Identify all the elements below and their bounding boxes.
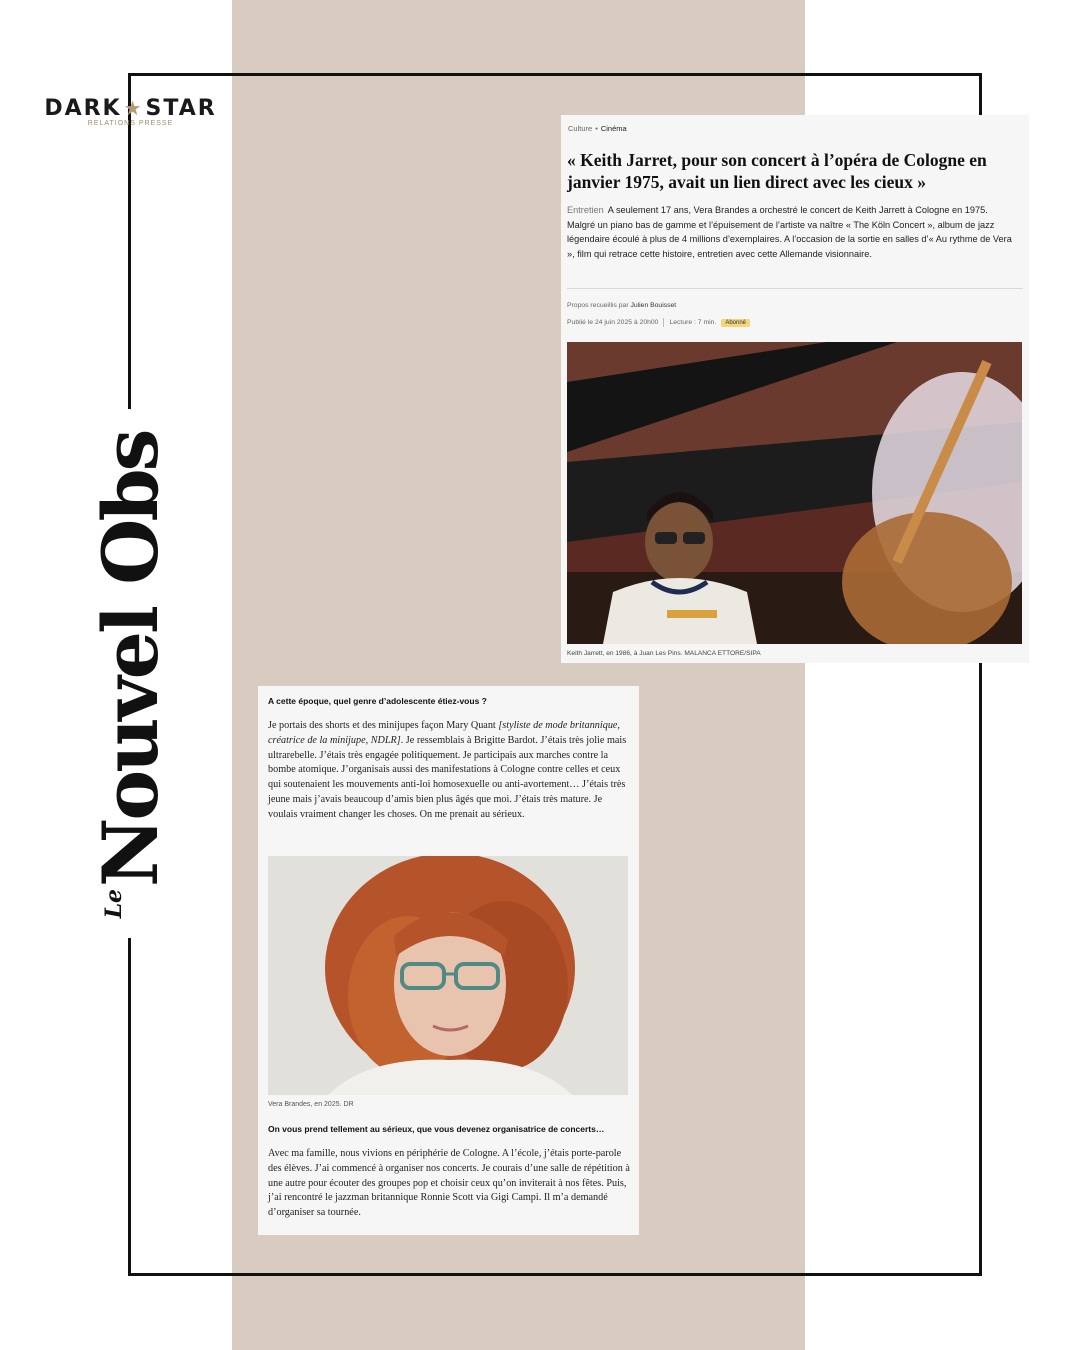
darkstar-logo [33,95,228,127]
publish-date: Publié le 24 juin 2025 à 20h00 [567,319,659,326]
byline [567,302,676,309]
masthead-name: Nouvel Obs [86,431,175,887]
photo2-caption [268,1101,354,1108]
logo-subtitle: RELATIONS PRESSE [87,120,174,127]
frame-right-line-lower [979,662,982,1276]
breadcrumb-separator: • [595,124,598,133]
interview-clipping [258,686,639,1235]
masthead-le: Le [101,888,127,919]
photo2-credit: DR [343,1101,354,1108]
breadcrumb-item-cinema[interactable]: Cinéma [600,124,627,133]
interview-question-2: On vous prend tellement au sérieux, que vous devenez organisatrice de concerts… [268,1124,605,1134]
logo-word-left: DARK [44,96,122,121]
vera-brandes-photo [268,856,628,1095]
keith-jarrett-photo [567,342,1022,644]
reading-time: Lecture : 7 min. [669,319,717,326]
author-link[interactable]: Julien Bouisset [630,302,677,309]
answer1-text-a: Je portais des shorts et des minijupes façon Mary Quant [268,720,499,731]
meta-separator [663,318,664,327]
interview-question-1: A cette époque, quel genre d’adolescente étiez-vous ? [268,696,487,706]
article-header-clipping [561,115,1029,663]
frame-top-line [128,73,982,76]
breadcrumb-item-culture[interactable]: Culture [568,124,593,133]
keith-jarrett-photo-illustration [567,342,1022,644]
standfirst-tag: Entretien [567,205,604,215]
subscriber-badge: Abonné [721,319,750,327]
interview-answer-1 [268,719,630,823]
photo2-caption-text: Vera Brandes, en 2025. [268,1101,342,1108]
article-headline: « Keith Jarret, pour son concert à l’opéra de Cologne en janvier 1975, avait un lien direct avec les cieux » [567,150,987,192]
article-meta [567,318,750,327]
article-standfirst [567,203,1015,261]
byline-prefix: Propos recueillis par [567,302,629,309]
answer1-text-b: . Je ressemblais à Brigitte Bardot. J’étais très jolie mais ultrarebelle. J’étais très engagée politiquement. Je participais aux marches contre la bombe atomique. J’organisais aussi des manifestations à Cologne contre celles et ceux qui soutenaient les mouvements anti-loi homosexuelle ou anti-avortement… J’étais très jeune mais j’avais beaucoup d’amis bien plus âgés que moi. J’étais très mature. Je voulais vraiment changer les choses. On me prenait au sérieux. [268,734,627,820]
interview-answer-2: Avec ma famille, nous vivions en périphérie de Cologne. A l’école, j’étais porte-parole des élèves. J’ai commencé à organiser nos concerts. Je courais d’une salle de répétition à une autre pour écouter des groupes pop et choisir ceux qu’on inviterait à nos fêtes. Puis, j’ai rencontré le jazzman britannique Ronnie Scott via Gigi Campi. Il m’a demandé d’organiser sa tournée. [268,1148,630,1219]
breadcrumb [568,124,627,133]
frame-left-line-lower [128,938,131,1276]
vera-brandes-photo-illustration [268,856,628,1095]
photo1-caption-text: Keith Jarrett, en 1986, à Juan Les Pins. [567,650,683,657]
frame-bottom-line [128,1273,982,1276]
logo-wordmark [33,95,228,122]
logo-word-right: STAR [145,96,217,121]
frame-right-line-upper [979,73,982,115]
star-icon: ★ [123,96,144,120]
divider [567,288,1023,289]
photo1-caption [567,650,761,657]
answer1-editor-note: [styliste de mode britannique, créatrice de la minijupe, NDLR] [268,720,620,746]
photo1-credit: MALANCA ETTORE/SIPA [684,650,761,657]
standfirst-text: A seulement 17 ans, Vera Brandes a orchestré le concert de Keith Jarrett à Cologne en 1975. Malgré un piano bas de gamme et l’épuisement de l’artiste va naître « The Köln Concert », album de jazz légendaire écoulé à plus de 4 millions d’exemplaires. A l’occasion de la sortie en salles d’« Au rythme de Vera », film qui retrace cette histoire, entretien avec cette Allemande visionnaire. [567,205,1012,259]
